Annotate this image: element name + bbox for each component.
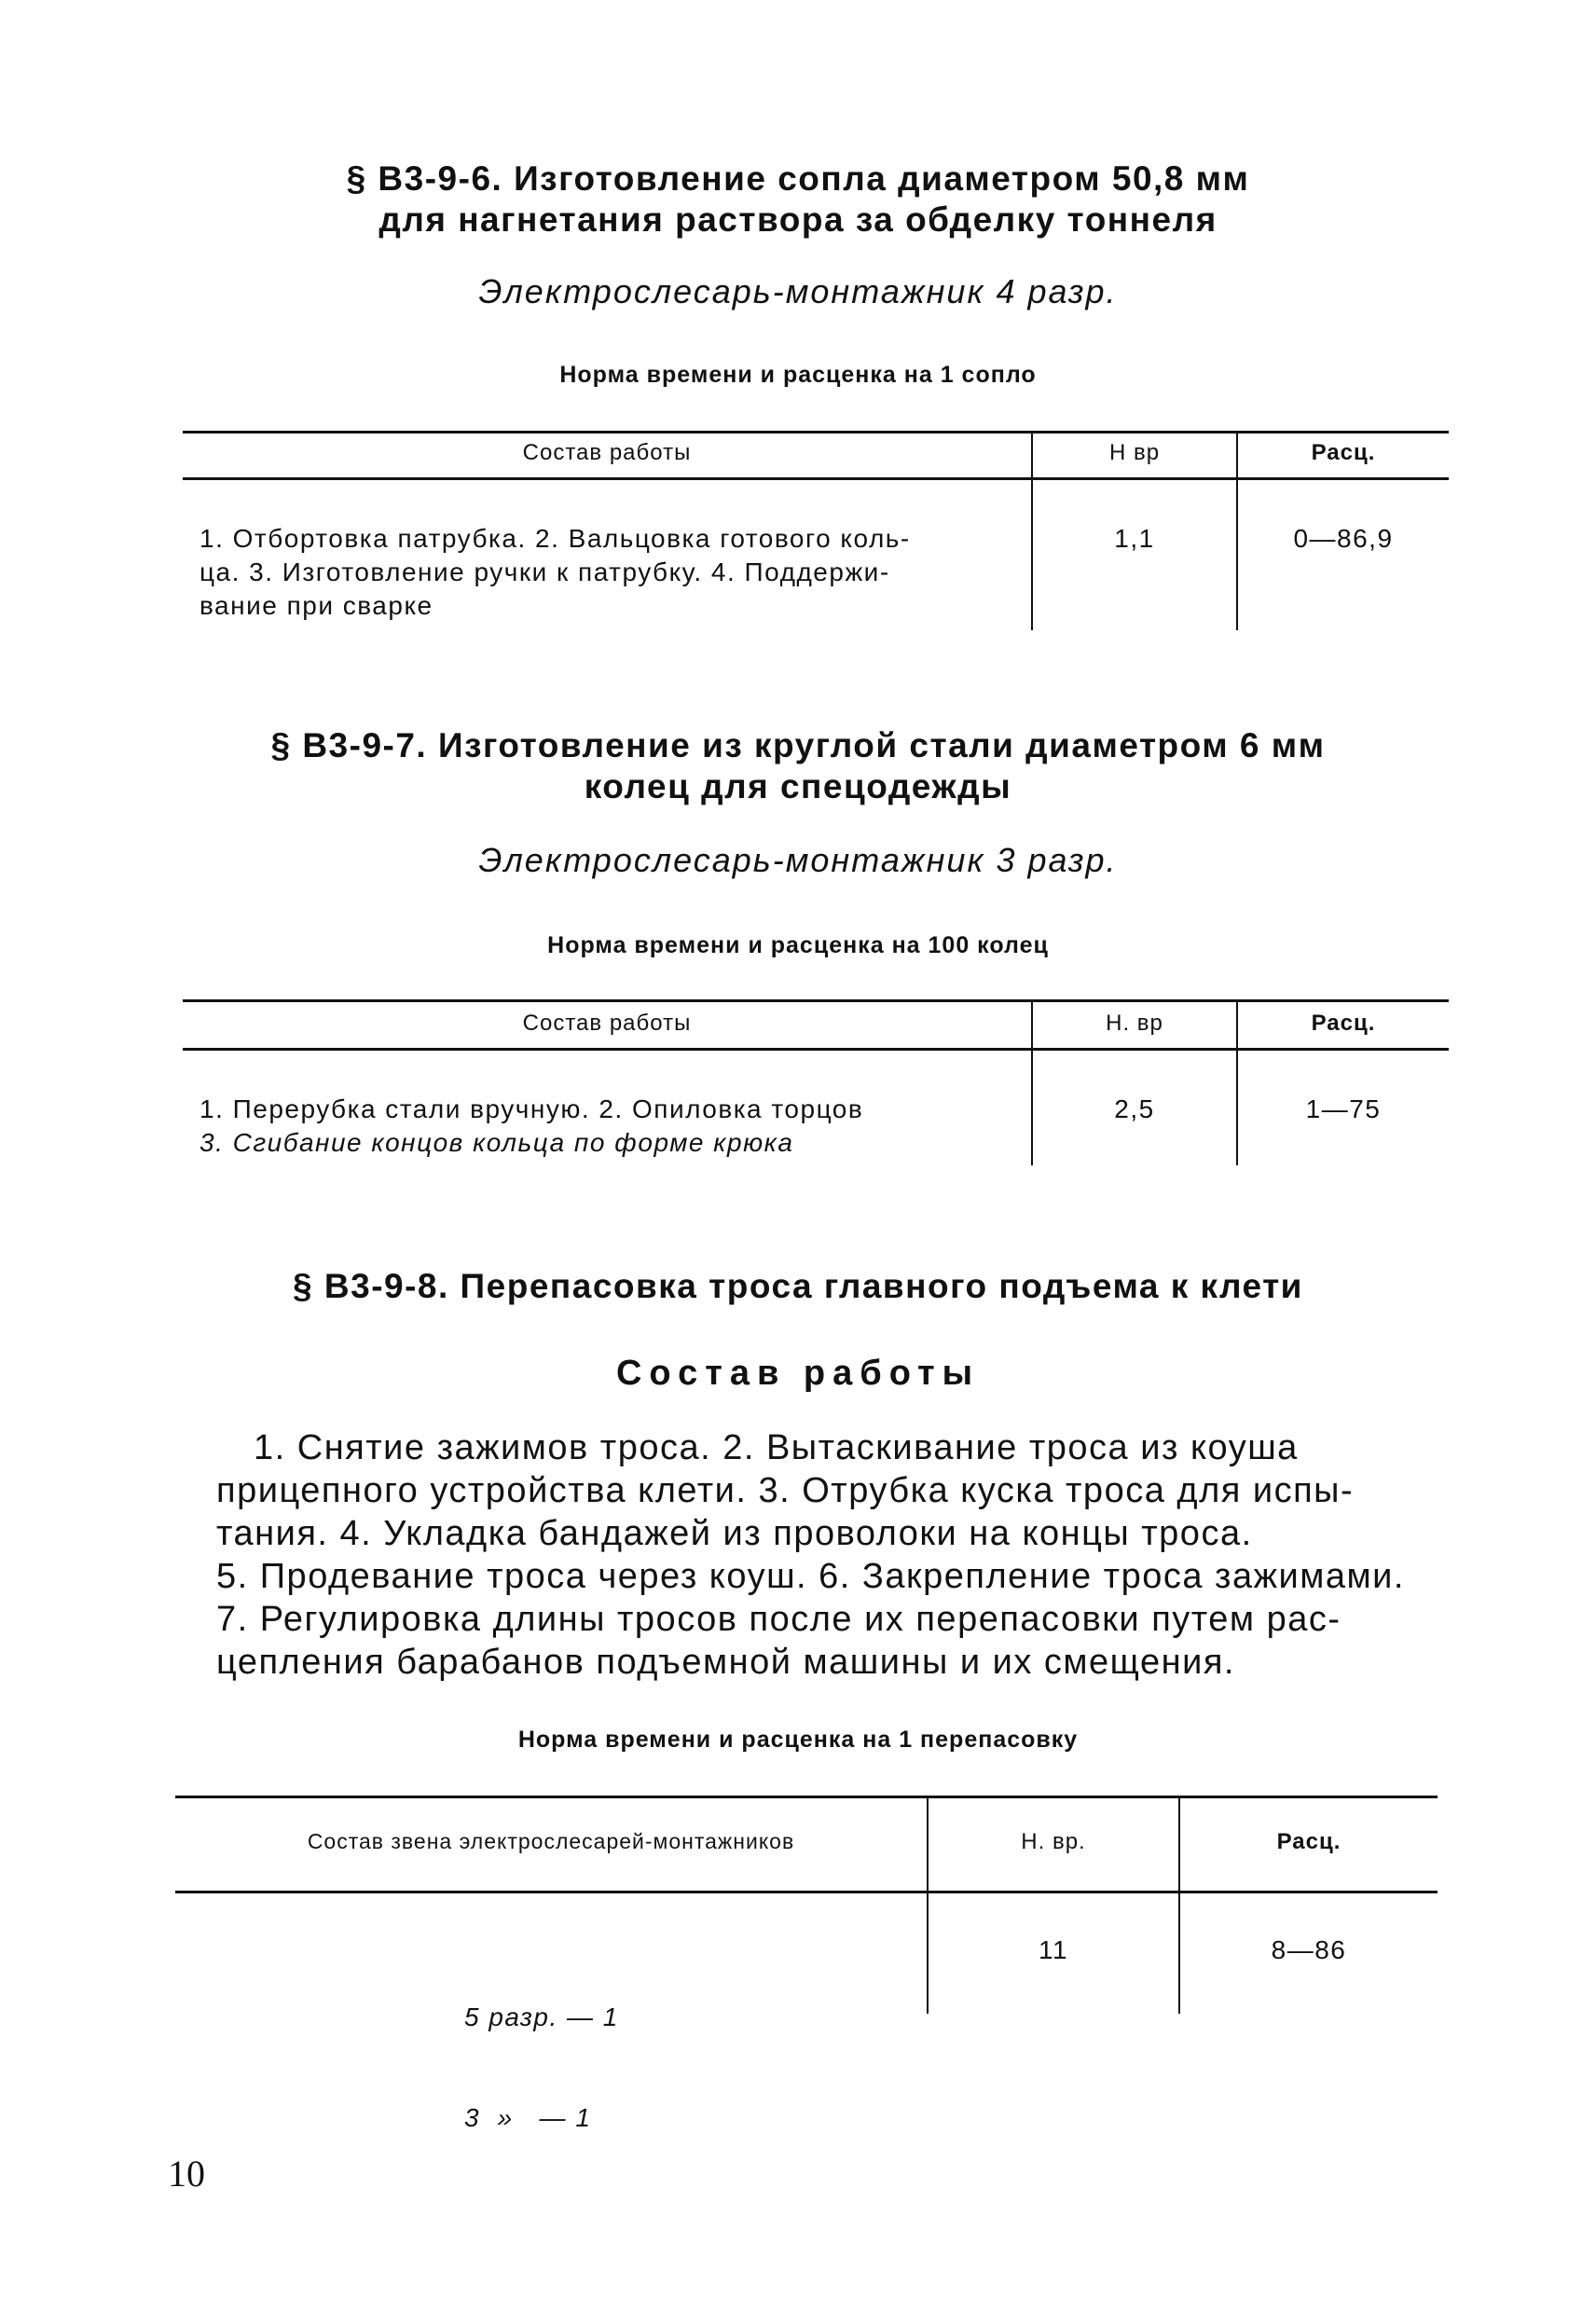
section-heading-line: § В3-9-6. Изготовление сопла диаметром 50,8 мм <box>346 159 1250 198</box>
table-top-rule <box>183 431 1449 434</box>
table-top-rule <box>175 1796 1438 1798</box>
section-heading-line: § В3-9-8. Перепасовка троса главного подъема к клети <box>293 1267 1303 1305</box>
body-line: прицепного устройства клети. 3. Отрубка куска троса для испы- <box>216 1471 1355 1510</box>
column-header-work: Состав работы <box>522 1011 692 1036</box>
table-cell-rate: 8—86 <box>1271 1935 1347 1964</box>
table-cell-time: 2,5 <box>1114 1094 1155 1123</box>
table-top-rule <box>183 999 1449 1002</box>
column-header-time: Н. вр. <box>1021 1829 1086 1854</box>
table-cell-rate: 0—86,9 <box>1293 524 1394 553</box>
table-cell-crew <box>464 1934 744 2202</box>
work-line: вание при сварке <box>200 591 433 620</box>
work-line: 1. Отбортовка патрубка. 2. Вальцовка готового коль- <box>200 524 911 553</box>
section-heading-line: § В3-9-7. Изготовление из круглой стали диаметром 6 мм <box>270 726 1326 764</box>
section-heading-line: для нагнетания раствора за обделку тоннеля <box>378 200 1218 239</box>
page-number: 10 <box>168 2153 205 2195</box>
table-header-rule <box>175 1891 1438 1893</box>
column-header-time: Н. вр <box>1106 1011 1163 1036</box>
work-line: 3. Сгибание концов кольца по форме крюка <box>200 1128 794 1157</box>
table-cell-work <box>200 1093 1020 1160</box>
table-cell-time: 1,1 <box>1114 524 1155 553</box>
column-header-rate: Расц. <box>1311 1011 1376 1036</box>
body-line: 5. Продевание троса через коуш. 6. Закрепление троса зажимами. <box>216 1557 1405 1596</box>
crew-line: 3 » — 1 <box>464 2103 592 2132</box>
table-header-rule <box>183 477 1449 480</box>
work-line: 1. Перерубка стали вручную. 2. Опиловка торцов <box>200 1094 864 1123</box>
column-header-work: Состав работы <box>522 440 692 465</box>
table-cell-rate: 1—75 <box>1305 1094 1382 1123</box>
section-heading-line: колец для спецодежды <box>584 767 1012 805</box>
table-cell-time: 11 <box>1038 1935 1069 1964</box>
column-header-rate: Расц. <box>1276 1829 1341 1854</box>
crew-line: 5 разр. — 1 <box>464 2002 619 2031</box>
worker-grade: Электрослесарь-монтажник 4 разр. <box>478 272 1118 310</box>
body-line: 7. Регулировка длины тросов после их перепасовки путем рас- <box>216 1600 1341 1639</box>
worker-grade: Электрослесарь-монтажник 3 разр. <box>478 841 1118 879</box>
work-line: ца. 3. Изготовление ручки к патрубку. 4. Поддержи- <box>200 557 890 586</box>
column-header-rate: Расц. <box>1311 440 1376 465</box>
work-description <box>216 1426 1428 1684</box>
norm-title: Норма времени и расценка на 1 перепасовку <box>517 1727 1079 1753</box>
norm-title: Норма времени и расценка на 100 колец <box>547 932 1049 958</box>
body-line: 1. Снятие зажимов троса. 2. Вытаскивание троса из коуша <box>254 1428 1299 1467</box>
column-header-crew: Состав звена электрослесарей-монтажников <box>307 1829 795 1853</box>
column-header-time: Н вр <box>1108 440 1161 465</box>
body-line: тания. 4. Укладка бандажей из проволоки на концы троса. <box>216 1514 1253 1553</box>
body-line: цепления барабанов подъемной машины и их смещения. <box>216 1643 1235 1682</box>
norm-title: Норма времени и расценка на 1 сопло <box>559 362 1037 388</box>
table-header-rule <box>183 1048 1449 1051</box>
table-cell-work <box>200 522 1020 623</box>
subsection-title: Состав работы <box>615 1354 981 1393</box>
